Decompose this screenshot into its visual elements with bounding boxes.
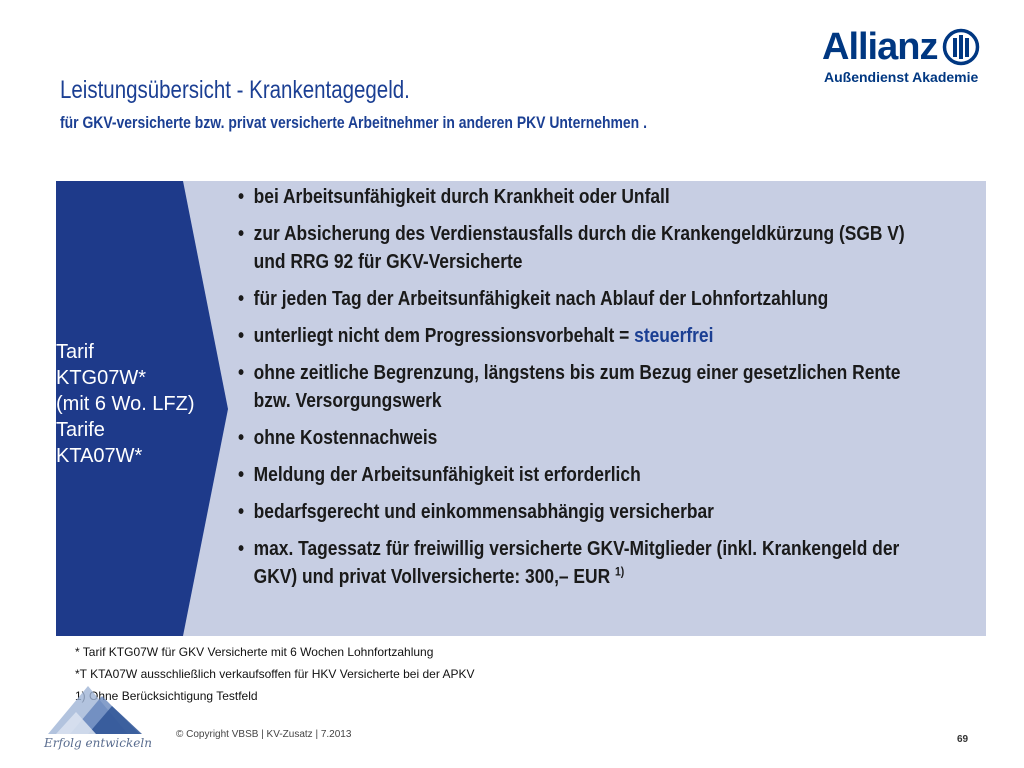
footnote: * Tarif KTG07W für GKV Versicherte mit 6 Wochen Lohnfortzahlung <box>75 645 434 659</box>
bullet-icon: • <box>238 501 245 523</box>
steuerfrei-highlight: steuerfrei <box>634 325 714 347</box>
tarif-line: Tarife <box>56 419 105 441</box>
list-item-text: für jeden Tag der Arbeitsunfähigkeit nach Ablauf der Lohnfortzahlung <box>253 288 829 310</box>
bullet-icon: • <box>238 186 245 208</box>
benefits-list <box>238 183 908 600</box>
bullet-icon: • <box>238 464 245 486</box>
bullet-icon: • <box>238 538 245 560</box>
list-item <box>238 322 908 350</box>
list-item <box>238 359 908 415</box>
allianz-logo <box>822 26 982 88</box>
copyright-text: © Copyright VBSB | KV-Zusatz | 7.2013 <box>176 729 352 740</box>
tarif-line: (mit 6 Wo. LFZ) <box>56 393 195 415</box>
list-item-text: unterliegt nicht dem Progressionsvorbehalt = <box>253 325 635 347</box>
content-panel <box>56 181 986 636</box>
footnote: *T KTA07W ausschließlich verkaufsoffen für HKV Versicherte bei der APKV <box>75 667 475 681</box>
page-title: Leistungsübersicht - Krankentagegeld. <box>60 76 410 104</box>
bullet-icon: • <box>238 223 245 245</box>
bullet-icon: • <box>238 325 245 347</box>
tarif-line: KTA07W* <box>56 445 143 467</box>
pyramid-graphic-icon <box>40 676 150 738</box>
footnote-ref: 1) <box>614 564 625 579</box>
list-item-text: ohne Kostennachweis <box>253 427 438 449</box>
list-item-text: GKV) und privat Vollversicherte: 300,– EUR <box>253 566 615 588</box>
tarif-label <box>56 339 195 469</box>
list-item <box>238 285 908 313</box>
list-item <box>238 461 908 489</box>
list-item-text: Meldung der Arbeitsunfähigkeit ist erforderlich <box>253 464 641 486</box>
list-item-text: ohne zeitliche Begrenzung, längstens bis zum Bezug einer gesetzlichen Rente <box>253 362 901 384</box>
list-item-text: und RRG 92 für GKV-Versicherte <box>253 251 523 273</box>
list-item-text: bzw. Versorgungswerk <box>253 390 442 412</box>
bullet-icon: • <box>238 288 245 310</box>
list-item <box>238 535 908 591</box>
logo-subtitle: Außendienst Akademie <box>824 69 979 85</box>
list-item-text: zur Absicherung des Verdienstausfalls durch die Krankengeldkürzung (SGB V) <box>253 223 905 245</box>
tarif-line: Tarif <box>56 341 94 363</box>
footnote: 1) Ohne Berücksichtigung Testfeld <box>75 689 258 703</box>
tarif-line: KTG07W* <box>56 367 147 389</box>
list-item <box>238 183 908 211</box>
page-subtitle: für GKV-versicherte bzw. privat versicherte Arbeitnehmer in anderen PKV Unternehmen . <box>60 113 647 132</box>
list-item <box>238 424 908 452</box>
slogan: Erfolg entwickeln <box>44 736 152 750</box>
logo-brand-text: Allianz <box>822 26 938 68</box>
bullet-icon: • <box>238 427 245 449</box>
page-number: 69 <box>957 734 969 745</box>
list-item <box>238 220 908 276</box>
bullet-icon: • <box>238 362 245 384</box>
allianz-eagle-mark-icon <box>942 28 980 66</box>
list-item <box>238 498 908 526</box>
list-item-text: max. Tagessatz für freiwillig versicherte GKV-Mitglieder (inkl. Krankengeld der <box>253 538 900 560</box>
list-item-text: bei Arbeitsunfähigkeit durch Krankheit oder Unfall <box>253 186 670 208</box>
list-item-text: bedarfsgerecht und einkommensabhängig versicherbar <box>253 501 714 523</box>
